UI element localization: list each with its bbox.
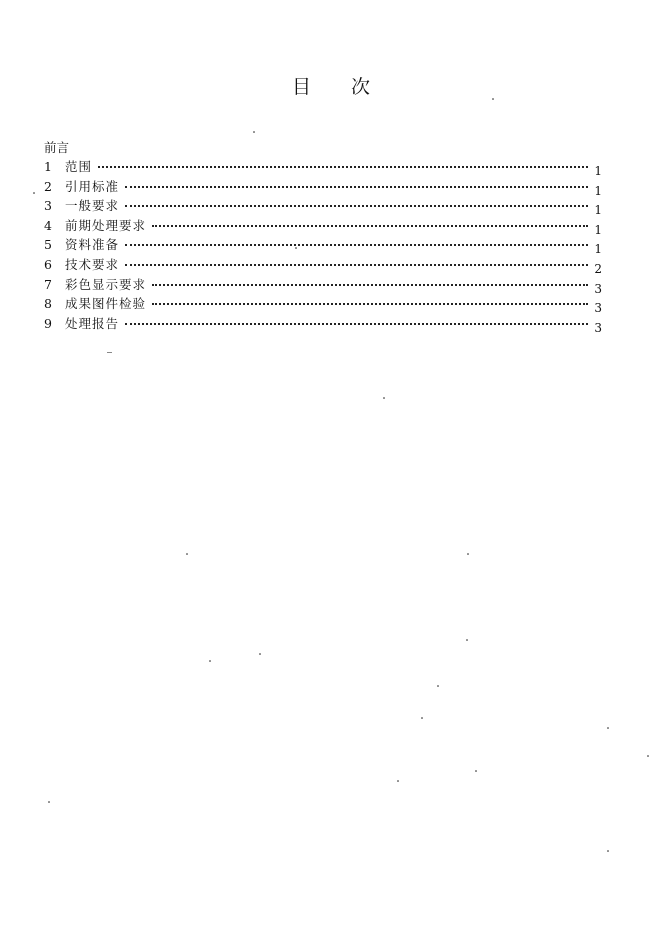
scan-speck: [383, 397, 385, 399]
toc-entry-number: 1: [44, 159, 52, 174]
dot-leader: [98, 166, 588, 168]
dot-leader: [125, 205, 588, 207]
toc-entry-page: 3: [594, 320, 602, 335]
toc-entry-label: 前期处理要求: [65, 217, 147, 233]
scan-speck: [397, 780, 399, 782]
scan-speck: [107, 352, 112, 353]
page-title: [0, 72, 662, 99]
dot-leader: [152, 303, 588, 305]
toc-entry-5: [44, 235, 602, 255]
scan-speck: [295, 247, 297, 249]
scan-speck: [186, 553, 188, 555]
scan-speck: [607, 727, 609, 729]
toc-entry-7: [44, 275, 602, 295]
dot-leader: [152, 225, 588, 227]
toc-entry-9: [44, 314, 602, 334]
toc-entry-2: [44, 177, 602, 197]
scan-speck: [259, 653, 261, 655]
toc-entry-1: [44, 157, 602, 177]
table-of-contents: [44, 157, 602, 333]
scan-speck: [492, 98, 494, 100]
toc-entry-page: 1: [594, 183, 602, 198]
title-char-1: 目: [291, 76, 311, 98]
toc-entry-page: 3: [594, 281, 602, 296]
scan-speck: [421, 717, 423, 719]
toc-entry-number: 8: [44, 296, 52, 312]
toc-entry-number: 4: [44, 217, 52, 233]
toc-entry-label: 范围: [65, 159, 93, 174]
toc-entry-label: 成果图件检验: [65, 296, 147, 312]
dot-leader: [125, 186, 588, 188]
scan-speck: [607, 850, 609, 852]
dot-leader: [125, 323, 588, 325]
dot-leader: [152, 284, 588, 286]
dot-leader: [125, 264, 588, 266]
dot-leader: [125, 244, 588, 246]
scan-speck: [33, 192, 35, 194]
toc-entry-page: 2: [594, 261, 602, 276]
toc-entry-page: 3: [594, 301, 602, 316]
scan-speck: [48, 801, 50, 803]
toc-entry-label: 彩色显示要求: [65, 276, 147, 292]
toc-entry-4: [44, 216, 602, 236]
toc-entry-number: 9: [44, 315, 52, 331]
toc-entry-label: 一般要求: [65, 198, 120, 214]
toc-entry-number: 7: [44, 276, 52, 292]
scan-speck: [647, 755, 649, 757]
scan-speck: [253, 131, 255, 133]
toc-entry-label: 处理报告: [65, 315, 120, 331]
toc-entry-page: 1: [594, 164, 602, 178]
toc-entry-3: [44, 196, 602, 216]
toc-entry-label: 资料准备: [65, 237, 120, 253]
scan-speck: [437, 685, 439, 687]
toc-entry-label: 技术要求: [65, 256, 120, 272]
toc-entry-page: 1: [594, 222, 602, 237]
toc-entry-8: [44, 294, 602, 314]
toc-entry-page: 1: [594, 242, 602, 257]
toc-entry-6: [44, 255, 602, 275]
toc-entry-number: 3: [44, 198, 52, 214]
toc-entry-page: 1: [594, 203, 602, 218]
toc-entry-number: 5: [44, 237, 52, 253]
scan-speck: [475, 770, 477, 772]
scan-speck: [209, 660, 211, 662]
toc-entry-label: 引用标准: [65, 178, 120, 194]
toc-entry-number: 6: [44, 256, 52, 272]
toc-entry-number: 2: [44, 178, 52, 194]
title-char-2: 次: [351, 76, 371, 98]
scan-speck: [467, 553, 469, 555]
scan-speck: [466, 639, 468, 641]
toc-preface: 前言: [44, 140, 70, 155]
